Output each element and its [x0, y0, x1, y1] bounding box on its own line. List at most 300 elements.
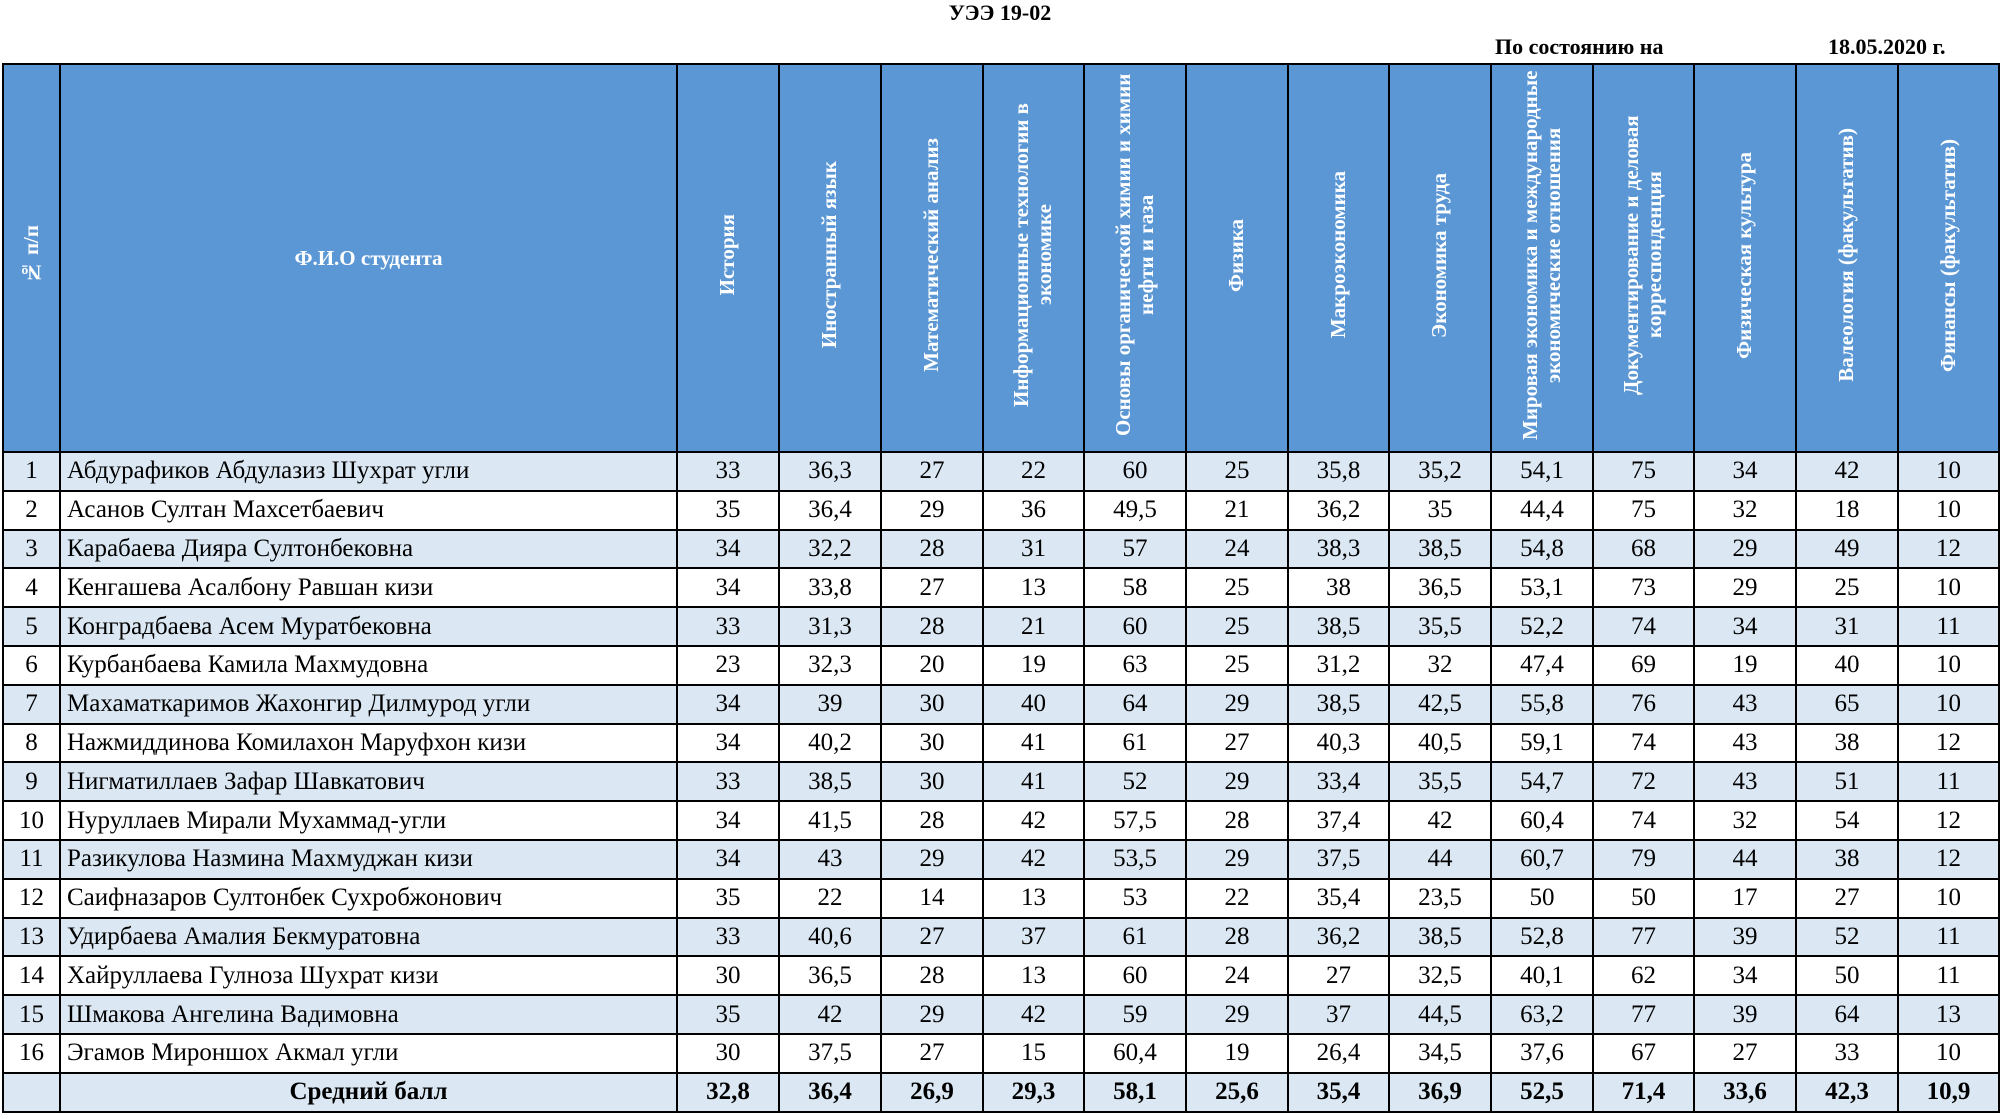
grade-cell: 29	[881, 491, 983, 530]
column-header-name-label: Ф.И.О студента	[294, 245, 443, 270]
grade-cell: 27	[1694, 1034, 1796, 1073]
grade-cell: 52,2	[1491, 607, 1593, 646]
grade-cell: 38	[1796, 724, 1898, 763]
row-number: 1	[3, 452, 60, 491]
subject-label: История	[715, 214, 740, 296]
table-row	[3, 491, 1999, 530]
row-number: 14	[3, 956, 60, 995]
row-number: 3	[3, 530, 60, 569]
grade-cell: 28	[1186, 918, 1288, 957]
average-label: Средний балл	[60, 1073, 677, 1112]
grade-cell: 35,4	[1288, 879, 1389, 918]
grade-cell: 74	[1593, 607, 1694, 646]
grade-cell: 35	[677, 491, 779, 530]
grade-cell: 39	[1694, 995, 1796, 1034]
grade-cell: 47,4	[1491, 646, 1593, 685]
grade-cell: 38,5	[1389, 918, 1491, 957]
grade-cell: 34	[1694, 452, 1796, 491]
grade-cell: 28	[881, 607, 983, 646]
grade-cell: 38	[1288, 568, 1389, 607]
table-row	[3, 801, 1999, 840]
average-value: 35,4	[1288, 1073, 1389, 1112]
grade-cell: 36	[983, 491, 1084, 530]
grade-cell: 77	[1593, 918, 1694, 957]
grade-cell: 42,5	[1389, 685, 1491, 724]
grade-cell: 25	[1796, 568, 1898, 607]
grade-cell: 15	[983, 1034, 1084, 1073]
grade-cell: 28	[881, 956, 983, 995]
table-row	[3, 879, 1999, 918]
grade-cell: 35	[677, 995, 779, 1034]
column-header-subject	[1288, 64, 1389, 452]
grade-cell: 50	[1796, 956, 1898, 995]
grade-cell: 27	[881, 918, 983, 957]
grade-cell: 33	[1796, 1034, 1898, 1073]
grade-cell: 34,5	[1389, 1034, 1491, 1073]
grade-cell: 60,7	[1491, 840, 1593, 879]
grade-cell: 49	[1796, 530, 1898, 569]
grade-cell: 50	[1491, 879, 1593, 918]
average-value: 71,4	[1593, 1073, 1694, 1112]
grade-cell: 12	[1898, 724, 1999, 763]
average-value: 26,9	[881, 1073, 983, 1112]
table-row	[3, 995, 1999, 1034]
row-number: 5	[3, 607, 60, 646]
column-header-subject	[1491, 64, 1593, 452]
grade-cell: 38,5	[779, 762, 881, 801]
grade-cell: 30	[881, 724, 983, 763]
row-number: 15	[3, 995, 60, 1034]
student-name: Шмакова Ангелина Вадимовна	[60, 995, 677, 1034]
grade-cell: 27	[1288, 956, 1389, 995]
average-value: 36,9	[1389, 1073, 1491, 1112]
grade-cell: 40,2	[779, 724, 881, 763]
subject-label: Иностранный язык	[817, 161, 842, 349]
status-date: 18.05.2020 г.	[1828, 34, 1946, 59]
grade-cell: 34	[677, 801, 779, 840]
column-header-subject	[983, 64, 1084, 452]
column-header-subject	[1389, 64, 1491, 452]
grade-cell: 42	[779, 995, 881, 1034]
grade-cell: 37,5	[779, 1034, 881, 1073]
table-row	[3, 956, 1999, 995]
grade-cell: 10	[1898, 879, 1999, 918]
grade-cell: 63,2	[1491, 995, 1593, 1034]
grade-cell: 35	[677, 879, 779, 918]
column-header-num-label: № п/п	[18, 225, 43, 285]
grade-cell: 13	[983, 879, 1084, 918]
average-value: 29,3	[983, 1073, 1084, 1112]
column-header-num	[3, 64, 60, 452]
row-number: 11	[3, 840, 60, 879]
grade-cell: 31	[983, 530, 1084, 569]
grade-cell: 43	[779, 840, 881, 879]
table-row	[3, 724, 1999, 763]
grade-cell: 44,5	[1389, 995, 1491, 1034]
grade-cell: 27	[1796, 879, 1898, 918]
column-header-subject	[1186, 64, 1288, 452]
grade-cell: 29	[1186, 685, 1288, 724]
grade-cell: 59	[1084, 995, 1186, 1034]
grade-cell: 35,5	[1389, 762, 1491, 801]
grade-cell: 57,5	[1084, 801, 1186, 840]
grade-cell: 38,5	[1389, 530, 1491, 569]
grade-cell: 25	[1186, 607, 1288, 646]
grade-cell: 38,5	[1288, 607, 1389, 646]
grade-cell: 34	[1694, 607, 1796, 646]
grade-cell: 36,4	[779, 491, 881, 530]
grade-cell: 36,3	[779, 452, 881, 491]
grade-cell: 10	[1898, 685, 1999, 724]
grade-cell: 52	[1796, 918, 1898, 957]
grade-cell: 60	[1084, 956, 1186, 995]
grade-cell: 29	[881, 995, 983, 1034]
grade-cell: 74	[1593, 801, 1694, 840]
average-value: 42,3	[1796, 1073, 1898, 1112]
grade-cell: 57	[1084, 530, 1186, 569]
table-row	[3, 530, 1999, 569]
grade-cell: 42	[983, 801, 1084, 840]
column-header-name	[60, 64, 677, 452]
grades-table	[2, 63, 2000, 1113]
grade-cell: 60	[1084, 607, 1186, 646]
grade-cell: 33,8	[779, 568, 881, 607]
average-value: 32,8	[677, 1073, 779, 1112]
grade-cell: 28	[1186, 801, 1288, 840]
grade-cell: 54,8	[1491, 530, 1593, 569]
grade-cell: 75	[1593, 491, 1694, 530]
grade-cell: 23	[677, 646, 779, 685]
table-row	[3, 607, 1999, 646]
grade-cell: 21	[983, 607, 1084, 646]
grade-cell: 10	[1898, 646, 1999, 685]
grade-cell: 37,6	[1491, 1034, 1593, 1073]
grade-cell: 37	[983, 918, 1084, 957]
grade-cell: 36,5	[1389, 568, 1491, 607]
grade-cell: 29	[1694, 568, 1796, 607]
grade-cell: 35	[1389, 491, 1491, 530]
grade-cell: 35,2	[1389, 452, 1491, 491]
grade-cell: 30	[677, 1034, 779, 1073]
grade-cell: 19	[1694, 646, 1796, 685]
grade-cell: 25	[1186, 568, 1288, 607]
grade-cell: 13	[1898, 995, 1999, 1034]
grade-cell: 19	[983, 646, 1084, 685]
subject-label: Документирование и деловая корреспонденция	[1619, 115, 1667, 395]
grade-cell: 61	[1084, 724, 1186, 763]
grade-cell: 13	[983, 956, 1084, 995]
grade-cell: 23,5	[1389, 879, 1491, 918]
grade-cell: 22	[779, 879, 881, 918]
grade-cell: 12	[1898, 840, 1999, 879]
row-number: 7	[3, 685, 60, 724]
grade-cell: 12	[1898, 801, 1999, 840]
column-header-subject	[1084, 64, 1186, 452]
grade-cell: 10	[1898, 1034, 1999, 1073]
grade-cell: 36,2	[1288, 918, 1389, 957]
grade-cell: 32	[1389, 646, 1491, 685]
column-header-subject	[779, 64, 881, 452]
grade-cell: 40,5	[1389, 724, 1491, 763]
grade-cell: 40	[1796, 646, 1898, 685]
grade-cell: 19	[1186, 1034, 1288, 1073]
table-header	[3, 64, 1999, 452]
table-row	[3, 646, 1999, 685]
subject-label: Математический анализ	[919, 138, 944, 372]
row-number: 2	[3, 491, 60, 530]
grade-cell: 40	[983, 685, 1084, 724]
grade-cell: 26,4	[1288, 1034, 1389, 1073]
grade-cell: 42	[983, 840, 1084, 879]
grade-cell: 38,3	[1288, 530, 1389, 569]
grade-cell: 64	[1796, 995, 1898, 1034]
column-header-subject	[1796, 64, 1898, 452]
row-number: 8	[3, 724, 60, 763]
grade-cell: 58	[1084, 568, 1186, 607]
average-row	[3, 1073, 1999, 1112]
grade-cell: 30	[677, 956, 779, 995]
grade-cell: 79	[1593, 840, 1694, 879]
grade-cell: 34	[677, 840, 779, 879]
student-name: Асанов Султан Махсетбаевич	[60, 491, 677, 530]
grade-cell: 43	[1694, 724, 1796, 763]
student-name: Эгамов Мироншох Акмал угли	[60, 1034, 677, 1073]
grade-cell: 31,2	[1288, 646, 1389, 685]
grade-cell: 27	[881, 1034, 983, 1073]
student-name: Нигматиллаев Зафар Шавкатович	[60, 762, 677, 801]
table-row	[3, 918, 1999, 957]
grade-cell: 37,5	[1288, 840, 1389, 879]
student-name: Нажмиддинова Комилахон Маруфхон кизи	[60, 724, 677, 763]
page-title: УЭЭ 19-02	[948, 0, 1052, 25]
grade-cell: 12	[1898, 530, 1999, 569]
grade-cell: 32	[1694, 801, 1796, 840]
column-header-subject	[881, 64, 983, 452]
grade-cell: 50	[1593, 879, 1694, 918]
grade-cell: 31,3	[779, 607, 881, 646]
grade-cell: 11	[1898, 762, 1999, 801]
row-number: 13	[3, 918, 60, 957]
grade-cell: 36,2	[1288, 491, 1389, 530]
grade-cell: 30	[881, 762, 983, 801]
subject-label: Экономика труда	[1427, 172, 1452, 338]
student-name: Разикулова Назмина Махмуджан кизи	[60, 840, 677, 879]
average-value: 25,6	[1186, 1073, 1288, 1112]
grade-cell: 44,4	[1491, 491, 1593, 530]
subject-label: Физическая культура	[1732, 151, 1757, 359]
grade-cell: 14	[881, 879, 983, 918]
grade-cell: 33	[677, 607, 779, 646]
row-number: 10	[3, 801, 60, 840]
grade-cell: 11	[1898, 918, 1999, 957]
row-number: 16	[3, 1034, 60, 1073]
grade-cell: 40,1	[1491, 956, 1593, 995]
header-row	[3, 64, 1999, 452]
student-name: Карабаева Дияра Султонбековна	[60, 530, 677, 569]
student-name: Махаматкаримов Жахонгир Дилмурод угли	[60, 685, 677, 724]
grade-cell: 33	[677, 452, 779, 491]
subject-label: Валеология (факультатив)	[1834, 128, 1859, 382]
grade-cell: 29	[881, 840, 983, 879]
grade-cell: 18	[1796, 491, 1898, 530]
grade-cell: 10	[1898, 491, 1999, 530]
grade-cell: 40,6	[779, 918, 881, 957]
grade-cell: 31	[1796, 607, 1898, 646]
grade-cell: 41	[983, 724, 1084, 763]
student-name: Кенгашева Асалбону Равшан кизи	[60, 568, 677, 607]
grade-cell: 43	[1694, 685, 1796, 724]
grade-cell: 63	[1084, 646, 1186, 685]
table-row	[3, 1034, 1999, 1073]
grade-cell: 20	[881, 646, 983, 685]
grade-cell: 32,2	[779, 530, 881, 569]
grade-cell: 22	[1186, 879, 1288, 918]
subject-label: Основы органической химии и химии нефти и газа	[1110, 73, 1158, 437]
grade-cell: 27	[881, 452, 983, 491]
grade-cell: 34	[677, 685, 779, 724]
average-value: 33,6	[1694, 1073, 1796, 1112]
row-number: 12	[3, 879, 60, 918]
grade-cell: 53	[1084, 879, 1186, 918]
table-row	[3, 762, 1999, 801]
row-number: 9	[3, 762, 60, 801]
column-header-subject	[1898, 64, 1999, 452]
grade-cell: 53,1	[1491, 568, 1593, 607]
grade-cell: 39	[1694, 918, 1796, 957]
column-header-subject	[677, 64, 779, 452]
grade-cell: 28	[881, 801, 983, 840]
row-number: 4	[3, 568, 60, 607]
grade-cell: 69	[1593, 646, 1694, 685]
grade-cell: 39	[779, 685, 881, 724]
grade-cell: 34	[677, 724, 779, 763]
grade-cell: 36,5	[779, 956, 881, 995]
subject-label: Макроэкономика	[1325, 171, 1350, 339]
grade-cell: 52	[1084, 762, 1186, 801]
student-name: Удирбаева Амалия Бекмуратовна	[60, 918, 677, 957]
grade-cell: 21	[1186, 491, 1288, 530]
grade-cell: 41	[983, 762, 1084, 801]
grade-cell: 30	[881, 685, 983, 724]
grade-cell: 42	[983, 995, 1084, 1034]
grade-cell: 60,4	[1084, 1034, 1186, 1073]
table-footer	[3, 1073, 1999, 1112]
grade-cell: 42	[1389, 801, 1491, 840]
average-value: 10,9	[1898, 1073, 1999, 1112]
grade-cell: 52,8	[1491, 918, 1593, 957]
grade-cell: 38	[1796, 840, 1898, 879]
grade-cell: 44	[1389, 840, 1491, 879]
grade-cell: 35,8	[1288, 452, 1389, 491]
grade-cell: 60,4	[1491, 801, 1593, 840]
grade-cell: 34	[677, 530, 779, 569]
grade-cell: 74	[1593, 724, 1694, 763]
grade-cell: 51	[1796, 762, 1898, 801]
status-label: По состоянию на	[1495, 34, 1664, 59]
column-header-subject	[1694, 64, 1796, 452]
grade-cell: 54,1	[1491, 452, 1593, 491]
column-header-subject	[1593, 64, 1694, 452]
grade-cell: 28	[881, 530, 983, 569]
grade-cell: 54,7	[1491, 762, 1593, 801]
grade-cell: 11	[1898, 607, 1999, 646]
grade-cell: 27	[1186, 724, 1288, 763]
table-body	[3, 452, 1999, 1073]
row-number: 6	[3, 646, 60, 685]
grade-cell: 61	[1084, 918, 1186, 957]
student-name: Нуруллаев Мирали Мухаммад-угли	[60, 801, 677, 840]
grade-cell: 13	[983, 568, 1084, 607]
grade-cell: 54	[1796, 801, 1898, 840]
grade-cell: 34	[1694, 956, 1796, 995]
grade-cell: 10	[1898, 452, 1999, 491]
grade-cell: 33	[677, 918, 779, 957]
grade-cell: 24	[1186, 530, 1288, 569]
average-empty-cell	[3, 1073, 60, 1112]
grade-cell: 72	[1593, 762, 1694, 801]
table-row	[3, 568, 1999, 607]
average-value: 58,1	[1084, 1073, 1186, 1112]
grade-cell: 32,3	[779, 646, 881, 685]
subject-label: Информационные технологии в экономике	[1009, 103, 1057, 407]
student-name: Абдурафиков Абдулазиз Шухрат угли	[60, 452, 677, 491]
subject-label: Физика	[1224, 218, 1249, 292]
grade-cell: 29	[1186, 995, 1288, 1034]
table-row	[3, 685, 1999, 724]
grade-cell: 41,5	[779, 801, 881, 840]
grade-cell: 33	[677, 762, 779, 801]
table-row	[3, 452, 1999, 491]
grade-cell: 42	[1796, 452, 1898, 491]
grade-cell: 75	[1593, 452, 1694, 491]
average-value: 36,4	[779, 1073, 881, 1112]
grade-cell: 35,5	[1389, 607, 1491, 646]
student-name: Курбанбаева Камила Махмудовна	[60, 646, 677, 685]
grade-cell: 59,1	[1491, 724, 1593, 763]
grade-cell: 33,4	[1288, 762, 1389, 801]
grade-cell: 25	[1186, 646, 1288, 685]
student-name: Хайруллаева Гулноза Шухрат кизи	[60, 956, 677, 995]
grade-cell: 77	[1593, 995, 1694, 1034]
grade-cell: 27	[881, 568, 983, 607]
grade-cell: 68	[1593, 530, 1694, 569]
grade-cell: 10	[1898, 568, 1999, 607]
grade-cell: 29	[1694, 530, 1796, 569]
grade-cell: 65	[1796, 685, 1898, 724]
grade-cell: 73	[1593, 568, 1694, 607]
grade-cell: 40,3	[1288, 724, 1389, 763]
grade-cell: 62	[1593, 956, 1694, 995]
grade-cell: 25	[1186, 452, 1288, 491]
grade-cell: 24	[1186, 956, 1288, 995]
student-name: Саифназаров Султонбек Сухробжонович	[60, 879, 677, 918]
grade-cell: 37	[1288, 995, 1389, 1034]
grade-cell: 38,5	[1288, 685, 1389, 724]
grade-cell: 43	[1694, 762, 1796, 801]
grade-cell: 11	[1898, 956, 1999, 995]
grade-cell: 17	[1694, 879, 1796, 918]
grade-cell: 32	[1694, 491, 1796, 530]
student-name: Конградбаева Асем Муратбековна	[60, 607, 677, 646]
grade-cell: 22	[983, 452, 1084, 491]
average-value: 52,5	[1491, 1073, 1593, 1112]
grade-cell: 53,5	[1084, 840, 1186, 879]
grade-cell: 29	[1186, 762, 1288, 801]
grade-cell: 64	[1084, 685, 1186, 724]
grade-cell: 60	[1084, 452, 1186, 491]
grade-cell: 76	[1593, 685, 1694, 724]
grade-cell: 29	[1186, 840, 1288, 879]
